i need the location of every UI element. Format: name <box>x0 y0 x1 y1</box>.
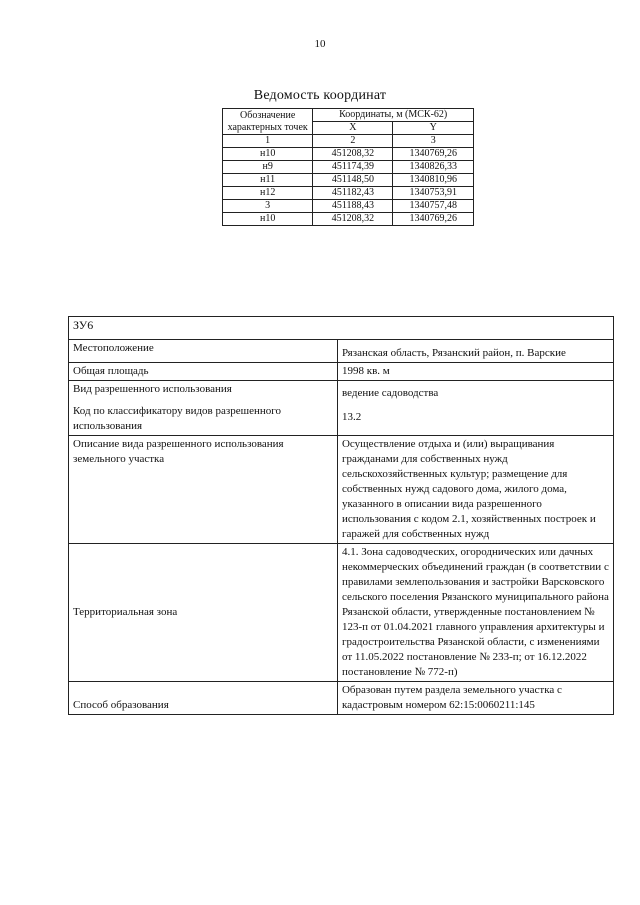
description-label: Описание вида разрешенного использования земельного участка <box>69 436 338 544</box>
y-cell: 1340826,33 <box>393 161 474 174</box>
x-cell: 451208,32 <box>313 213 393 226</box>
location-label: Местоположение <box>69 340 338 363</box>
header-coordinates: Координаты, м (МСК-62) <box>313 109 474 122</box>
zone-label: Территориальная зона <box>69 544 338 682</box>
code-value: 13.2 <box>341 411 362 423</box>
table-row <box>223 187 474 200</box>
x-cell: 451208,32 <box>313 148 393 161</box>
code-label: Код по классификатору видов разрешенного использования <box>73 405 281 432</box>
use-value-cell <box>337 381 613 436</box>
y-cell: 1340757,48 <box>393 200 474 213</box>
table-row <box>223 161 474 174</box>
y-cell: 1340769,26 <box>393 148 474 161</box>
index-row <box>223 135 474 148</box>
header-y: Y <box>393 122 474 135</box>
x-cell: 451182,43 <box>313 187 393 200</box>
use-value: ведение садоводства <box>341 387 439 399</box>
table-row <box>223 213 474 226</box>
index-cell: 2 <box>313 135 393 148</box>
area-value: 1998 кв. м <box>337 363 613 381</box>
method-label: Способ образования <box>69 682 338 715</box>
parcel-id: ЗУ6 <box>69 317 614 340</box>
page-number: 10 <box>314 38 326 50</box>
y-cell: 1340753,91 <box>393 187 474 200</box>
use-label: Вид разрешенного использования <box>73 383 232 395</box>
zone-value: 4.1. Зона садоводческих, огороднических или дачных некоммерческих объединений граждан (в соответствии с правилами землепользования и застройки Варсковского сельского поселения Рязанского муниципального района Рязанской области, утвержденные постановлением № 123-п от 01.04.2021 главного управления архитектуры и градостроительства Рязанской области, с изменениями от 11.05.2022 постановление № 233-п; от 16.12.2022 постановление № 772-п) <box>337 544 613 682</box>
method-value: Образован путем раздела земельного участка с кадастровым номером 62:15:0060211:145 <box>337 682 613 715</box>
table-row <box>223 148 474 161</box>
table-row <box>223 174 474 187</box>
use-cell <box>69 381 338 436</box>
header-x: X <box>313 122 393 135</box>
point-cell: 3 <box>223 200 313 213</box>
point-cell: н9 <box>223 161 313 174</box>
index-cell: 1 <box>223 135 313 148</box>
point-cell: н10 <box>223 213 313 226</box>
header-point: Обозначение характерных точек <box>223 109 313 135</box>
x-cell: 451148,50 <box>313 174 393 187</box>
document-title: Ведомость координат <box>253 88 387 103</box>
coordinates-table <box>222 108 474 226</box>
parcel-info-table <box>68 316 614 715</box>
point-cell: н12 <box>223 187 313 200</box>
table-row <box>223 200 474 213</box>
area-label: Общая площадь <box>69 363 338 381</box>
x-cell: 451188,43 <box>313 200 393 213</box>
description-value: Осуществление отдыха и (или) выращивания гражданами для собственных нужд сельскохозяйственных культур; размещение для собственных нужд садового дома, жилого дома, указанного в описании вида разрешенного использования с кодом 2.1, хозяйственных построек и гаражей для собственных нужд <box>337 436 613 544</box>
index-cell: 3 <box>393 135 474 148</box>
location-value: Рязанская область, Рязанский район, п. Варские <box>337 340 613 363</box>
y-cell: 1340769,26 <box>393 213 474 226</box>
point-cell: н10 <box>223 148 313 161</box>
x-cell: 451174,39 <box>313 161 393 174</box>
point-cell: н11 <box>223 174 313 187</box>
y-cell: 1340810,96 <box>393 174 474 187</box>
